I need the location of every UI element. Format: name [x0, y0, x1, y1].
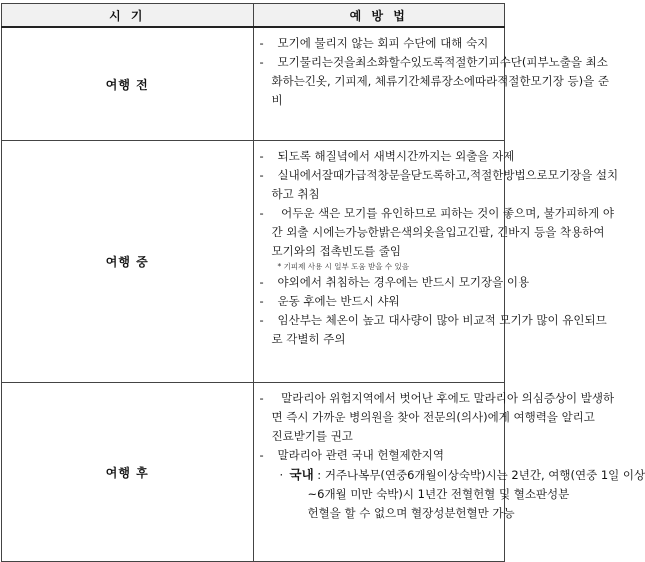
list-item-continuation: 간 외출 시에는가능한밝은색의옷을입고긴팔, 긴바지 등을 착용하여: [271, 225, 605, 239]
dash-marker: -: [259, 55, 264, 69]
list-item-text: 운동 후에는 반드시 샤워: [277, 294, 400, 308]
bullet-dot: ·: [279, 468, 284, 482]
row-before-travel: [2, 27, 505, 141]
dash-marker: -: [259, 206, 264, 220]
list-item: [259, 147, 515, 166]
sub-item-continuation: ~6개월 미만 숙박)시 1년간 전혈헌혈 및 혈소판성분: [307, 487, 570, 501]
list-item: [259, 273, 530, 292]
sub-item-text: : 거주나복무(연중6개월이상숙박)시는 2년간, 여행(연중 1일 이상: [313, 468, 645, 482]
list-item-continuation: 하고 취침: [271, 187, 320, 201]
prevention-table: [1, 3, 645, 562]
content-during: [253, 141, 619, 383]
row-after-travel: [2, 383, 505, 562]
dash-marker: -: [259, 391, 264, 405]
dash-marker: -: [259, 313, 264, 327]
footnote: * 기피제 사용 시 일부 도움 받을 수 있음: [277, 262, 409, 271]
period-before: 여행 전: [2, 27, 254, 141]
list-item-text: 실내에서잘때가급적창문을닫도록하고,적절한방법으로모기장을 설치: [277, 168, 619, 182]
list-item: [260, 446, 501, 465]
content-after: [253, 383, 645, 562]
header-period: 시 기: [2, 4, 254, 28]
list-item-text: 야외에서 취침하는 경우에는 반드시 모기장을 이용: [277, 275, 530, 289]
list-item-continuation: 진료받기를 권고: [271, 429, 353, 443]
list-item: [259, 389, 615, 408]
dash-marker: -: [259, 149, 264, 163]
list-item-continuation: 화하는긴옷, 기피제, 체류기간체류장소에따라적절한모기장 등)을 준: [271, 74, 609, 88]
list-item-text: 모기에 물리지 않는 회피 수단에 대해 숙지: [277, 36, 489, 50]
list-item: [259, 311, 607, 330]
list-item-text: 되도록 해질녘에서 새벽시간까지는 외출을 자제: [277, 149, 515, 163]
period-after: 여행 후: [2, 383, 254, 562]
list-item-text: 임산부는 체온이 높고 대사량이 많아 비교적 모기가 많이 유인되므: [277, 313, 607, 327]
list-item: [259, 166, 619, 185]
table-header-row: [2, 4, 505, 28]
dash-marker: -: [259, 36, 264, 50]
period-during: 여행 중: [2, 141, 254, 383]
list-item-continuation: 모기와의 접촉빈도를 줄임: [271, 244, 402, 258]
sub-item-domestic: [260, 465, 645, 485]
list-item-continuation: 비: [271, 93, 283, 107]
list-item-text: 모기물리는것을최소화할수있도록적절한기피수단(피부노출을 최소: [277, 55, 608, 69]
list-item: [259, 53, 608, 72]
sub-item-label: 국내: [289, 467, 314, 482]
content-before: [253, 27, 609, 141]
row-during-travel: [2, 141, 505, 383]
list-item-continuation: 로 각별히 주의: [271, 332, 346, 346]
list-item-text: 말라리아 위험지역에서 벗어난 후에도 말라리아 의심증상이 발생하: [277, 391, 615, 405]
dash-marker: -: [259, 448, 264, 462]
list-item-text: 어두운 색은 모기를 유인하므로 피하는 것이 좋으며, 불가피하게 야: [277, 206, 614, 220]
list-item: [260, 34, 501, 53]
list-item: [259, 204, 614, 223]
dash-marker: -: [259, 168, 264, 182]
dash-marker: -: [259, 275, 264, 289]
header-method: 예 방 법: [253, 4, 505, 28]
list-item-text: 말라리아 관련 국내 헌혈제한지역: [277, 448, 444, 462]
list-item: [260, 292, 501, 311]
sub-item-continuation: 헌혈을 할 수 없으며 혈장성분헌혈만 가능: [307, 506, 515, 520]
dash-marker: -: [259, 294, 264, 308]
list-item-continuation: 면 즉시 가까운 병의원을 찾아 전문의(의사)에게 여행력을 알리고: [271, 410, 595, 424]
